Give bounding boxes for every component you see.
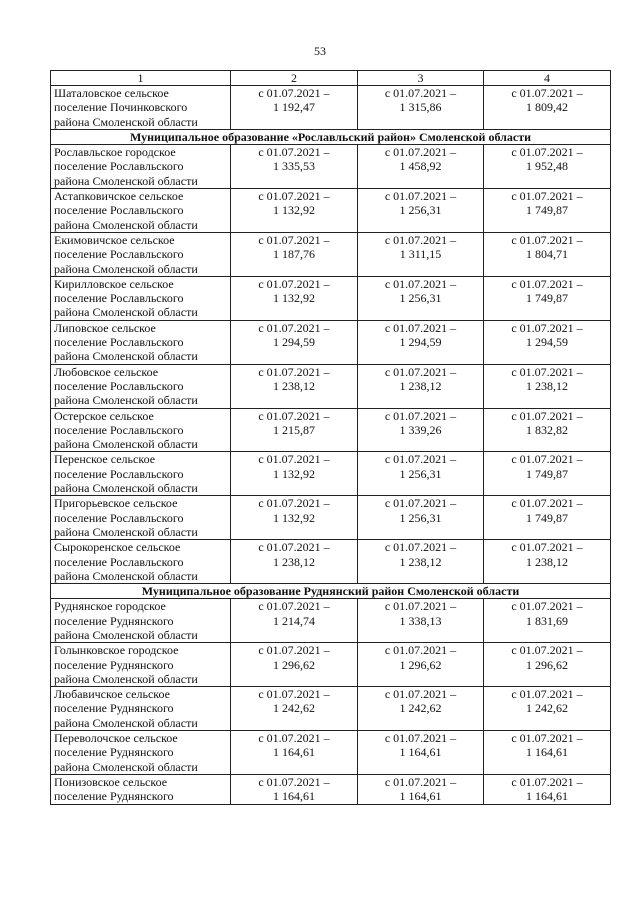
tariff-cell-col4 bbox=[484, 189, 611, 233]
settlement-name-cell bbox=[51, 364, 231, 408]
tariff-cell-col4 bbox=[484, 687, 611, 731]
table-row bbox=[51, 232, 611, 276]
effective-date: с 01.07.2021 – bbox=[511, 599, 583, 614]
column-number-row bbox=[51, 71, 611, 86]
tariff-cell-col3 bbox=[358, 599, 484, 643]
settlement-name-line: Любавичское сельское bbox=[54, 687, 170, 702]
settlement-name-line: Кирилловское сельское bbox=[54, 276, 174, 291]
settlement-name-line: района Смоленской области bbox=[54, 217, 198, 232]
effective-date: с 01.07.2021 – bbox=[258, 452, 330, 467]
effective-date: с 01.07.2021 – bbox=[384, 189, 457, 204]
tariff-cell-col4 bbox=[484, 320, 611, 364]
settlement-name-line: района Смоленской области bbox=[54, 759, 198, 774]
tariff-value: 1 214,74 bbox=[273, 613, 315, 628]
settlement-name-line: поселение Починковского bbox=[54, 100, 188, 115]
section-title: Муниципальное образование «Рославльский район» Смоленской области bbox=[51, 129, 611, 144]
tariff-value: 1 749,87 bbox=[526, 291, 568, 306]
settlement-name-line: района Смоленской области bbox=[54, 481, 198, 496]
tariff-value: 1 192,47 bbox=[273, 100, 315, 115]
effective-date: с 01.07.2021 – bbox=[511, 496, 583, 511]
tariff-cell-col4 bbox=[484, 408, 611, 452]
effective-date: с 01.07.2021 – bbox=[258, 643, 330, 658]
effective-date: с 01.07.2021 – bbox=[384, 408, 457, 423]
tariff-cell-col3 bbox=[358, 774, 484, 804]
tariff-cell-col2 bbox=[231, 408, 358, 452]
settlement-name-line: Рославльское городское bbox=[54, 145, 176, 160]
settlement-name-line: поселение Рославльского bbox=[54, 422, 184, 437]
tariff-cell-col2 bbox=[231, 687, 358, 731]
table-row bbox=[51, 540, 611, 584]
settlement-name-line: Голынковское городское bbox=[54, 643, 179, 658]
tariff-value: 1 164,61 bbox=[273, 789, 315, 804]
effective-date: с 01.07.2021 – bbox=[258, 364, 330, 379]
effective-date: с 01.07.2021 – bbox=[384, 86, 457, 100]
settlement-name-line: Шаталовское сельское bbox=[54, 86, 169, 100]
effective-date: с 01.07.2021 – bbox=[384, 731, 457, 746]
settlement-name-cell bbox=[51, 643, 231, 687]
table-row bbox=[51, 320, 611, 364]
tariff-value: 1 294,59 bbox=[273, 335, 315, 350]
settlement-name-cell bbox=[51, 687, 231, 731]
tariff-cell-col3 bbox=[358, 452, 484, 496]
effective-date: с 01.07.2021 – bbox=[511, 408, 583, 423]
settlement-name-line: района Смоленской области bbox=[54, 627, 198, 642]
tariff-table bbox=[50, 70, 611, 805]
tariff-value: 1 296,62 bbox=[399, 657, 442, 672]
table-row bbox=[51, 276, 611, 320]
effective-date: с 01.07.2021 – bbox=[511, 643, 583, 658]
settlement-name-line: поселение Рославльского bbox=[54, 466, 184, 481]
settlement-name-cell bbox=[51, 189, 231, 233]
tariff-table-body bbox=[51, 71, 611, 805]
effective-date: с 01.07.2021 – bbox=[258, 774, 330, 789]
tariff-value: 1 832,82 bbox=[526, 422, 568, 437]
tariff-value: 1 256,31 bbox=[399, 510, 442, 525]
tariff-value: 1 338,13 bbox=[399, 613, 442, 628]
column-number-2: 2 bbox=[231, 71, 358, 86]
settlement-name-line: района Смоленской области bbox=[54, 715, 198, 730]
section-title: Муниципальное образование Руднянский район Смоленской области bbox=[51, 584, 611, 599]
tariff-cell-col3 bbox=[358, 687, 484, 731]
effective-date: с 01.07.2021 – bbox=[384, 687, 457, 702]
settlement-name-cell bbox=[51, 86, 231, 130]
settlement-name-cell bbox=[51, 452, 231, 496]
effective-date: с 01.07.2021 – bbox=[384, 276, 457, 291]
tariff-cell-col3 bbox=[358, 145, 484, 189]
effective-date: с 01.07.2021 – bbox=[258, 599, 330, 614]
tariff-value: 1 132,92 bbox=[273, 510, 315, 525]
effective-date: с 01.07.2021 – bbox=[258, 86, 330, 100]
tariff-cell-col2 bbox=[231, 774, 358, 804]
table-row bbox=[51, 687, 611, 731]
effective-date: с 01.07.2021 – bbox=[384, 774, 457, 789]
effective-date: с 01.07.2021 – bbox=[258, 276, 330, 291]
table-row bbox=[51, 599, 611, 643]
tariff-value: 1 164,61 bbox=[526, 789, 568, 804]
settlement-name-line: района Смоленской области bbox=[54, 393, 198, 408]
tariff-cell-col4 bbox=[484, 496, 611, 540]
table-row bbox=[51, 452, 611, 496]
tariff-cell-col4 bbox=[484, 86, 611, 130]
tariff-cell-col2 bbox=[231, 86, 358, 130]
tariff-cell-col3 bbox=[358, 320, 484, 364]
tariff-value: 1 294,59 bbox=[526, 335, 568, 350]
effective-date: с 01.07.2021 – bbox=[511, 364, 583, 379]
tariff-value: 1 256,31 bbox=[399, 203, 442, 218]
settlement-name-cell bbox=[51, 599, 231, 643]
settlement-name-cell bbox=[51, 145, 231, 189]
settlement-name-line: поселение Рославльского bbox=[54, 510, 184, 525]
tariff-cell-col3 bbox=[358, 408, 484, 452]
settlement-name-line: района Смоленской области bbox=[54, 437, 198, 452]
settlement-name-line: поселение Руднянского bbox=[54, 657, 174, 672]
settlement-name-line: Переволочское сельское bbox=[54, 731, 178, 746]
effective-date: с 01.07.2021 – bbox=[384, 599, 457, 614]
effective-date: с 01.07.2021 – bbox=[511, 731, 583, 746]
settlement-name-cell bbox=[51, 276, 231, 320]
page-number: 53 bbox=[314, 44, 326, 58]
tariff-cell-col2 bbox=[231, 232, 358, 276]
settlement-name-line: поселение Рославльского bbox=[54, 378, 184, 393]
table-row bbox=[51, 643, 611, 687]
tariff-value: 1 187,76 bbox=[273, 247, 315, 262]
tariff-cell-col4 bbox=[484, 599, 611, 643]
settlement-name-cell bbox=[51, 232, 231, 276]
tariff-value: 1 132,92 bbox=[273, 466, 315, 481]
settlement-name-cell bbox=[51, 731, 231, 775]
tariff-cell-col2 bbox=[231, 540, 358, 584]
settlement-name-line: Любовское сельское bbox=[54, 364, 159, 379]
tariff-cell-col3 bbox=[358, 540, 484, 584]
effective-date: с 01.07.2021 – bbox=[384, 320, 457, 335]
column-number-3: 3 bbox=[358, 71, 484, 86]
effective-date: с 01.07.2021 – bbox=[258, 496, 330, 511]
tariff-value: 1 749,87 bbox=[526, 203, 568, 218]
tariff-value: 1 238,12 bbox=[526, 378, 568, 393]
settlement-name-line: района Смоленской области bbox=[54, 349, 198, 364]
column-number-4: 4 bbox=[484, 71, 611, 86]
effective-date: с 01.07.2021 – bbox=[258, 145, 330, 160]
tariff-cell-col3 bbox=[358, 276, 484, 320]
tariff-cell-col4 bbox=[484, 774, 611, 804]
table-row bbox=[51, 189, 611, 233]
effective-date: с 01.07.2021 – bbox=[384, 145, 457, 160]
effective-date: с 01.07.2021 – bbox=[258, 408, 330, 423]
settlement-name-line: поселение Рославльского bbox=[54, 159, 184, 174]
tariff-cell-col2 bbox=[231, 599, 358, 643]
effective-date: с 01.07.2021 – bbox=[258, 687, 330, 702]
settlement-name-line: района Смоленской области bbox=[54, 173, 198, 188]
effective-date: с 01.07.2021 – bbox=[511, 276, 583, 291]
tariff-value: 1 952,48 bbox=[526, 159, 568, 174]
table-row bbox=[51, 408, 611, 452]
settlement-name-line: района Смоленской области bbox=[54, 568, 198, 583]
effective-date: с 01.07.2021 – bbox=[384, 643, 457, 658]
effective-date: с 01.07.2021 – bbox=[384, 364, 457, 379]
tariff-value: 1 809,42 bbox=[526, 100, 568, 115]
tariff-value: 1 296,62 bbox=[273, 657, 315, 672]
effective-date: с 01.07.2021 – bbox=[258, 540, 330, 555]
tariff-value: 1 242,62 bbox=[526, 701, 568, 716]
section-header-row bbox=[51, 129, 611, 144]
settlement-name-line: поселение Рославльского bbox=[54, 247, 184, 262]
tariff-cell-col4 bbox=[484, 145, 611, 189]
effective-date: с 01.07.2021 – bbox=[511, 320, 583, 335]
settlement-name-line: района Смоленской области bbox=[54, 524, 198, 539]
effective-date: с 01.07.2021 – bbox=[511, 687, 583, 702]
tariff-value: 1 294,59 bbox=[399, 335, 442, 350]
tariff-value: 1 164,61 bbox=[399, 789, 442, 804]
tariff-cell-col4 bbox=[484, 232, 611, 276]
table-row bbox=[51, 774, 611, 804]
effective-date: с 01.07.2021 – bbox=[258, 232, 330, 247]
tariff-value: 1 238,12 bbox=[273, 378, 315, 393]
tariff-value: 1 458,92 bbox=[399, 159, 442, 174]
tariff-value: 1 132,92 bbox=[273, 203, 315, 218]
tariff-value: 1 296,62 bbox=[526, 657, 568, 672]
tariff-value: 1 256,31 bbox=[399, 466, 442, 481]
tariff-cell-col4 bbox=[484, 452, 611, 496]
tariff-cell-col4 bbox=[484, 643, 611, 687]
tariff-value: 1 256,31 bbox=[399, 291, 442, 306]
settlement-name-line: района Смоленской области bbox=[54, 114, 198, 129]
settlement-name-line: района Смоленской области bbox=[54, 261, 198, 276]
tariff-cell-col2 bbox=[231, 189, 358, 233]
effective-date: с 01.07.2021 – bbox=[258, 189, 330, 204]
tariff-value: 1 311,15 bbox=[399, 247, 442, 262]
tariff-cell-col4 bbox=[484, 364, 611, 408]
effective-date: с 01.07.2021 – bbox=[511, 145, 583, 160]
settlement-name-cell bbox=[51, 540, 231, 584]
tariff-cell-col4 bbox=[484, 731, 611, 775]
tariff-value: 1 335,53 bbox=[273, 159, 315, 174]
table-row bbox=[51, 731, 611, 775]
effective-date: с 01.07.2021 – bbox=[511, 232, 583, 247]
settlement-name-line: поселение Руднянского bbox=[54, 701, 174, 716]
tariff-value: 1 831,69 bbox=[526, 613, 568, 628]
settlement-name-line: Пригорьевское сельское bbox=[54, 496, 178, 511]
table-row bbox=[51, 364, 611, 408]
tariff-cell-col3 bbox=[358, 189, 484, 233]
tariff-cell-col3 bbox=[358, 731, 484, 775]
tariff-cell-col3 bbox=[358, 86, 484, 130]
settlement-name-line: поселение Рославльского bbox=[54, 554, 184, 569]
table-row bbox=[51, 145, 611, 189]
tariff-value: 1 238,12 bbox=[399, 378, 442, 393]
tariff-value: 1 238,12 bbox=[526, 554, 568, 569]
settlement-name-cell bbox=[51, 496, 231, 540]
tariff-value: 1 164,61 bbox=[399, 745, 442, 760]
tariff-cell-col2 bbox=[231, 452, 358, 496]
settlement-name-line: поселение Рославльского bbox=[54, 203, 184, 218]
column-number-1: 1 bbox=[51, 71, 231, 86]
tariff-value: 1 804,71 bbox=[526, 247, 568, 262]
tariff-value: 1 238,12 bbox=[399, 554, 442, 569]
settlement-name-line: поселение Руднянского bbox=[54, 789, 174, 804]
tariff-value: 1 132,92 bbox=[273, 291, 315, 306]
tariff-value: 1 242,62 bbox=[273, 701, 315, 716]
settlement-name-line: поселение Руднянского bbox=[54, 745, 174, 760]
table-row bbox=[51, 86, 611, 130]
tariff-cell-col4 bbox=[484, 276, 611, 320]
effective-date: с 01.07.2021 – bbox=[384, 232, 457, 247]
tariff-cell-col3 bbox=[358, 496, 484, 540]
tariff-value: 1 215,87 bbox=[273, 422, 315, 437]
settlement-name-cell bbox=[51, 408, 231, 452]
tariff-value: 1 749,87 bbox=[526, 510, 568, 525]
tariff-cell-col2 bbox=[231, 643, 358, 687]
table-row bbox=[51, 496, 611, 540]
effective-date: с 01.07.2021 – bbox=[384, 496, 457, 511]
settlement-name-line: Астапковичское сельское bbox=[54, 189, 184, 204]
settlement-name-line: района Смоленской области bbox=[54, 671, 198, 686]
tariff-cell-col2 bbox=[231, 276, 358, 320]
effective-date: с 01.07.2021 – bbox=[258, 320, 330, 335]
settlement-name-line: Перенское сельское bbox=[54, 452, 156, 467]
effective-date: с 01.07.2021 – bbox=[384, 452, 457, 467]
effective-date: с 01.07.2021 – bbox=[384, 540, 457, 555]
effective-date: с 01.07.2021 – bbox=[511, 189, 583, 204]
tariff-cell-col3 bbox=[358, 232, 484, 276]
tariff-value: 1 749,87 bbox=[526, 466, 568, 481]
effective-date: с 01.07.2021 – bbox=[511, 86, 583, 100]
settlement-name-line: Остерское сельское bbox=[54, 408, 154, 423]
settlement-name-line: Липовское сельское bbox=[54, 320, 156, 335]
tariff-cell-col2 bbox=[231, 731, 358, 775]
tariff-cell-col2 bbox=[231, 364, 358, 408]
section-header-row bbox=[51, 584, 611, 599]
tariff-cell-col2 bbox=[231, 496, 358, 540]
effective-date: с 01.07.2021 – bbox=[258, 731, 330, 746]
tariff-cell-col3 bbox=[358, 643, 484, 687]
tariff-cell-col4 bbox=[484, 540, 611, 584]
settlement-name-cell bbox=[51, 774, 231, 804]
settlement-name-line: поселение Рославльского bbox=[54, 291, 184, 306]
tariff-cell-col2 bbox=[231, 145, 358, 189]
effective-date: с 01.07.2021 – bbox=[511, 452, 583, 467]
settlement-name-line: поселение Рославльского bbox=[54, 335, 184, 350]
tariff-value: 1 315,86 bbox=[399, 100, 442, 115]
settlement-name-line: Сырокоренское сельское bbox=[54, 540, 181, 555]
tariff-cell-col2 bbox=[231, 320, 358, 364]
tariff-value: 1 164,61 bbox=[273, 745, 315, 760]
settlement-name-line: Руднянское городское bbox=[54, 599, 166, 614]
tariff-value: 1 339,26 bbox=[399, 422, 442, 437]
settlement-name-line: Понизовское сельское bbox=[54, 774, 168, 789]
settlement-name-line: Екимовичское сельское bbox=[54, 232, 175, 247]
tariff-value: 1 238,12 bbox=[273, 554, 315, 569]
settlement-name-line: района Смоленской области bbox=[54, 305, 198, 320]
settlement-name-cell bbox=[51, 320, 231, 364]
settlement-name-line: поселение Руднянского bbox=[54, 613, 174, 628]
tariff-value: 1 242,62 bbox=[399, 701, 442, 716]
tariff-cell-col3 bbox=[358, 364, 484, 408]
tariff-value: 1 164,61 bbox=[526, 745, 568, 760]
effective-date: с 01.07.2021 – bbox=[511, 540, 583, 555]
effective-date: с 01.07.2021 – bbox=[511, 774, 583, 789]
